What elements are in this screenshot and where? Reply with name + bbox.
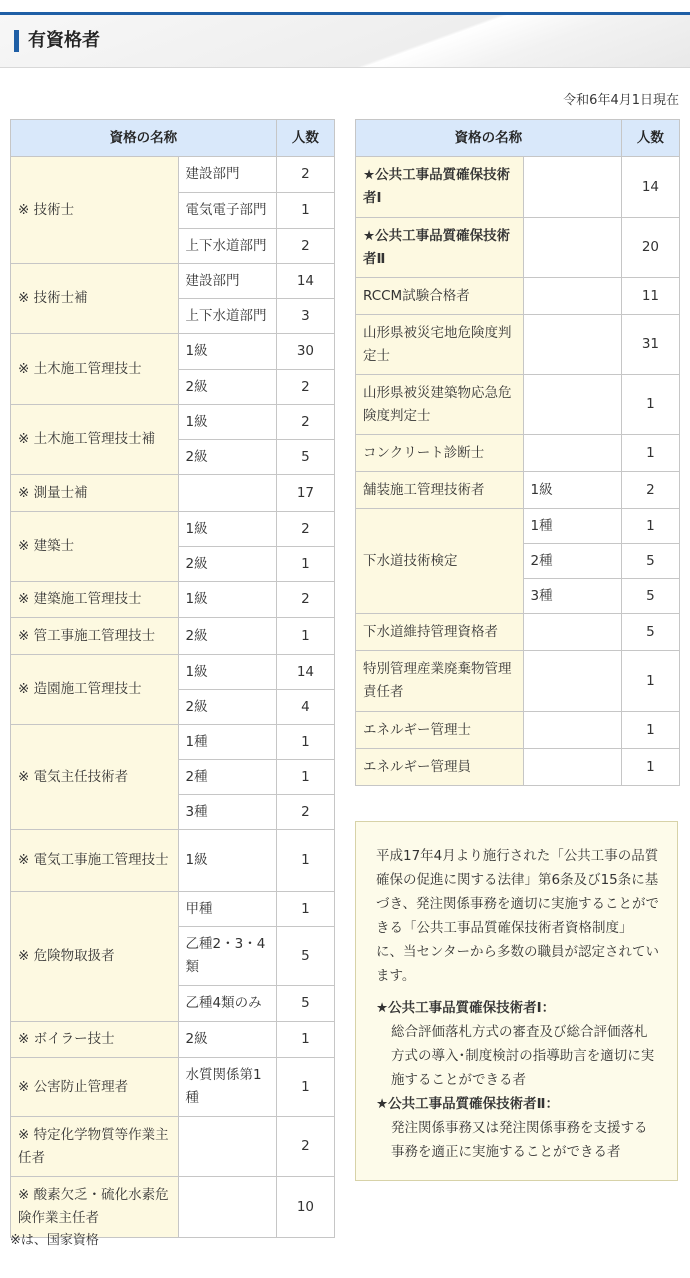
table-row <box>356 218 680 278</box>
table-row <box>11 892 335 927</box>
qualification-grade: 3種 <box>178 795 276 830</box>
qualification-name: 舗装施工管理技術者 <box>356 472 524 509</box>
column-header-count: 人数 <box>276 120 334 157</box>
qualification-count: 1 <box>276 193 334 229</box>
qualification-name: ※ 電気主任技術者 <box>11 725 179 830</box>
footnote: ※は、国家資格 <box>10 1233 99 1248</box>
qualification-name: ※ 酸素欠乏・硫化水素危険作業主任者 <box>11 1177 179 1238</box>
table-row <box>11 582 335 618</box>
table-row <box>11 264 335 299</box>
qualification-count: 1 <box>276 1058 334 1117</box>
note-description: 発注関係事務又は発注関係事務を支援する事務を適正に実施することができる者 <box>391 1120 648 1160</box>
note-term: ★公共工事品質確保技術者Ⅱ： <box>376 1096 559 1112</box>
qualification-count: 1 <box>621 509 679 544</box>
qualification-grade: 乙種4類のみ <box>178 986 276 1022</box>
qualification-grade: 1種 <box>178 725 276 760</box>
qualification-grade <box>523 375 621 435</box>
qualification-grade: 2級 <box>178 547 276 582</box>
as-of-date: 令和6年4月1日現在 <box>563 93 679 108</box>
qualification-name: 特別管理産業廃棄物管理責任者 <box>356 651 524 712</box>
qualification-grade: 2種 <box>523 544 621 579</box>
top-rule <box>0 0 690 14</box>
table-row <box>11 334 335 370</box>
qualification-count: 5 <box>276 986 334 1022</box>
qualification-grade: 2級 <box>178 440 276 475</box>
qualification-name: コンクリート診断士 <box>356 435 524 472</box>
qualification-name: ※ 技術士補 <box>11 264 179 334</box>
qualification-count: 11 <box>621 278 679 315</box>
table-row <box>356 157 680 218</box>
qualification-count: 4 <box>276 690 334 725</box>
qualification-name: 下水道維持管理資格者 <box>356 614 524 651</box>
qualification-grade: 乙種2・3・4類 <box>178 927 276 986</box>
qualification-grade <box>523 435 621 472</box>
qualification-name: ★公共工事品質確保技術者Ⅰ <box>356 157 524 218</box>
qualification-count: 1 <box>621 712 679 749</box>
qualification-grade <box>523 157 621 218</box>
table-row <box>356 509 680 544</box>
qualification-grade <box>523 651 621 712</box>
qualification-count: 14 <box>621 157 679 218</box>
qualification-count: 1 <box>276 725 334 760</box>
qualification-name: ※ 建築施工管理技士 <box>11 582 179 618</box>
qualification-grade: 1級 <box>178 405 276 440</box>
qualification-count: 5 <box>621 544 679 579</box>
qualification-name: ※ 危険物取扱者 <box>11 892 179 1022</box>
qualification-count: 1 <box>276 1022 334 1058</box>
page-title: 有資格者 <box>28 30 100 51</box>
qualification-count: 20 <box>621 218 679 278</box>
qualification-count: 5 <box>621 614 679 651</box>
qualification-count: 2 <box>276 229 334 264</box>
qualification-count: 1 <box>621 749 679 786</box>
qualification-count: 2 <box>276 157 334 193</box>
table-row <box>356 472 680 509</box>
qualification-grade <box>523 218 621 278</box>
qualification-name: RCCM試験合格者 <box>356 278 524 315</box>
qualification-grade: 1種 <box>523 509 621 544</box>
qualification-grade <box>178 1177 276 1238</box>
qualification-count: 5 <box>621 579 679 614</box>
qualification-grade: 水質関係第1種 <box>178 1058 276 1117</box>
table-row <box>356 749 680 786</box>
qualification-grade: 2級 <box>178 370 276 405</box>
qualification-count: 5 <box>276 440 334 475</box>
qualification-count: 1 <box>276 830 334 892</box>
column-header-count: 人数 <box>621 120 679 157</box>
qualification-grade: 建設部門 <box>178 264 276 299</box>
qualification-name: ※ 特定化学物質等作業主任者 <box>11 1117 179 1177</box>
qualification-count: 31 <box>621 315 679 375</box>
qualification-count: 1 <box>276 760 334 795</box>
qualification-count: 1 <box>276 547 334 582</box>
qualification-count: 2 <box>276 405 334 440</box>
qualification-grade <box>178 1117 276 1177</box>
qualification-grade: 電気電子部門 <box>178 193 276 229</box>
table-row <box>11 655 335 690</box>
qualification-name: ※ 土木施工管理技士補 <box>11 405 179 475</box>
qualification-count: 2 <box>276 582 334 618</box>
qualification-grade <box>523 278 621 315</box>
table-row <box>11 405 335 440</box>
table-row <box>356 651 680 712</box>
note-term: ★公共工事品質確保技術者Ⅰ： <box>376 1000 556 1016</box>
table-row <box>11 1117 335 1177</box>
note-intro: 平成17年4月より施行された「公共工事の品質確保の促進に関する法律」第6条及び15条に基づき、発注関係事務を適切に実施することができる「公共工事品質確保技術者資格制度」に、当センターから多数の職員が認定されています。 <box>376 848 659 984</box>
qualification-grade: 1級 <box>178 582 276 618</box>
qualification-grade: 2級 <box>178 1022 276 1058</box>
section-heading <box>0 15 690 68</box>
qualification-grade: 建設部門 <box>178 157 276 193</box>
table-row <box>11 1022 335 1058</box>
table-row <box>11 512 335 547</box>
qualification-name: 下水道技術検定 <box>356 509 524 614</box>
qualification-name: エネルギー管理士 <box>356 712 524 749</box>
qualification-grade: 上下水道部門 <box>178 299 276 334</box>
qualification-grade: 2級 <box>178 618 276 655</box>
qualification-count: 2 <box>621 472 679 509</box>
qualification-table-right <box>355 119 680 786</box>
qualification-name: ※ 土木施工管理技士 <box>11 334 179 405</box>
qualification-count: 17 <box>276 475 334 512</box>
qualification-grade: 甲種 <box>178 892 276 927</box>
qualification-count: 1 <box>276 892 334 927</box>
table-row <box>356 614 680 651</box>
qualification-grade: 2級 <box>178 690 276 725</box>
qualification-grade: 1級 <box>178 655 276 690</box>
heading-accent <box>14 30 19 52</box>
qualification-count: 2 <box>276 795 334 830</box>
qualification-grade <box>523 712 621 749</box>
qualification-count: 1 <box>621 375 679 435</box>
table-row <box>11 618 335 655</box>
qualification-grade: 2種 <box>178 760 276 795</box>
qualification-name: ※ 管工事施工管理技士 <box>11 618 179 655</box>
qualification-grade: 1級 <box>178 512 276 547</box>
table-row <box>11 1177 335 1238</box>
table-row <box>356 278 680 315</box>
qualification-count: 2 <box>276 1117 334 1177</box>
qualification-name: ※ 公害防止管理者 <box>11 1058 179 1117</box>
qualification-name: ※ ボイラー技士 <box>11 1022 179 1058</box>
qualification-name: ※ 電気工事施工管理技士 <box>11 830 179 892</box>
qualification-name: 山形県被災建築物応急危険度判定士 <box>356 375 524 435</box>
qualification-grade: 1級 <box>178 334 276 370</box>
qualification-count: 2 <box>276 512 334 547</box>
qualification-grade <box>523 315 621 375</box>
qualification-grade: 1級 <box>178 830 276 892</box>
qualification-grade: 上下水道部門 <box>178 229 276 264</box>
column-header-name: 資格の名称 <box>356 120 622 157</box>
qualification-name: ★公共工事品質確保技術者Ⅱ <box>356 218 524 278</box>
pqe-note-box <box>355 821 678 1181</box>
qualification-table-left <box>10 119 335 1238</box>
table-row <box>11 157 335 193</box>
qualification-name: ※ 造園施工管理技士 <box>11 655 179 725</box>
qualification-count: 14 <box>276 655 334 690</box>
qualification-count: 30 <box>276 334 334 370</box>
qualification-count: 1 <box>276 618 334 655</box>
qualification-grade <box>523 614 621 651</box>
qualification-name: 山形県被災宅地危険度判定士 <box>356 315 524 375</box>
table-row <box>11 725 335 760</box>
qualification-grade: 1級 <box>523 472 621 509</box>
qualification-count: 5 <box>276 927 334 986</box>
table-row <box>11 830 335 892</box>
qualification-grade <box>178 475 276 512</box>
column-header-name: 資格の名称 <box>11 120 277 157</box>
table-row <box>356 375 680 435</box>
qualification-count: 14 <box>276 264 334 299</box>
qualification-name: ※ 建築士 <box>11 512 179 582</box>
qualification-grade: 3種 <box>523 579 621 614</box>
table-row <box>356 315 680 375</box>
qualification-count: 10 <box>276 1177 334 1238</box>
table-row <box>11 1058 335 1117</box>
table-row <box>11 475 335 512</box>
qualification-count: 1 <box>621 651 679 712</box>
table-row <box>356 712 680 749</box>
qualification-count: 3 <box>276 299 334 334</box>
table-row <box>356 435 680 472</box>
qualification-name: ※ 測量士補 <box>11 475 179 512</box>
qualification-count: 2 <box>276 370 334 405</box>
qualification-name: ※ 技術士 <box>11 157 179 264</box>
note-description: 総合評価落札方式の審査及び総合評価落札方式の導入･制度検討の指導助言を適切に実施することができる者 <box>391 1024 655 1088</box>
qualification-count: 1 <box>621 435 679 472</box>
qualification-name: エネルギー管理員 <box>356 749 524 786</box>
qualification-grade <box>523 749 621 786</box>
